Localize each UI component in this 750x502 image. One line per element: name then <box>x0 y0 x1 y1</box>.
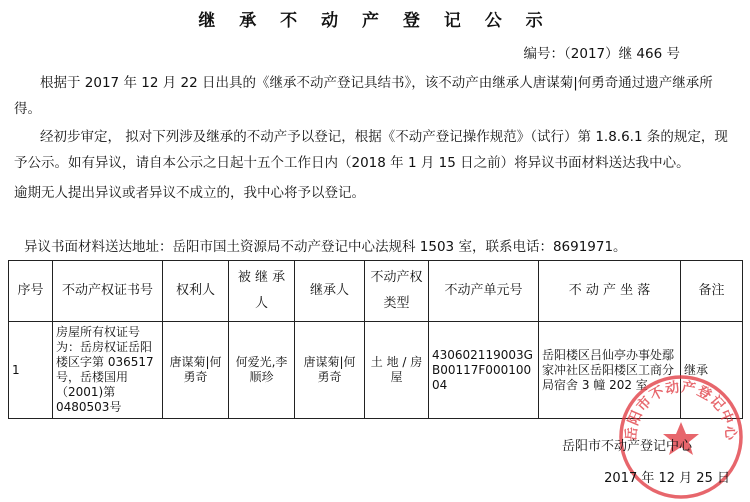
cell-certificate: 房屋所有权证号为：岳房权证岳阳楼区字第 036517号，岳楼国用（2001)第 0480503号 <box>53 322 163 419</box>
header-location: 不 动 产 坐 落 <box>539 261 681 322</box>
document-number: 编号：（2017）继 466 号 <box>523 46 680 62</box>
header-remark: 备注 <box>681 261 743 322</box>
header-certificate: 不动产权证书号 <box>53 261 163 322</box>
cell-index: 1 <box>9 322 53 419</box>
cell-right-type: 土 地 / 房屋 <box>365 322 429 419</box>
paragraph-review-notice: 经初步审定， 拟对下列涉及继承的不动产予以登记，根据《不动产登记操作规范》（试行）第 1.8.6.1 条的规定，现予公示。如有异议，请自本公示之日起十五个工作日内（2018 年 1 月 15 日之前）将异议书面材料送达我中心。 <box>14 129 728 171</box>
table-header-row <box>9 261 743 322</box>
notice-title: 继 承 不 动 产 登 记 公 示 <box>198 11 552 31</box>
header-right-type: 不动产权类型 <box>365 261 429 322</box>
paragraph-objection-address: 异议书面材料送达地址：岳阳市国土资源局不动产登记中心法规科 1503 室，联系电话：8691971。 <box>24 239 627 255</box>
cell-unit-number: 430602119003GB00117F00010004 <box>429 322 539 419</box>
header-heir: 继承人 <box>295 261 365 322</box>
cell-deceased: 何爱光,李顺珍 <box>229 322 295 419</box>
cell-location: 岳阳楼区吕仙亭办事处鄢家冲社区岳阳楼区工商分局宿舍 3 幢 202 室 <box>539 322 681 419</box>
svg-text:岳阳市不动产登记中心: 岳阳市不动产登记中心 <box>623 379 739 442</box>
header-index: 序号 <box>9 261 53 322</box>
signature-issuer: 岳阳市不动产登记中心 <box>561 439 692 454</box>
header-deceased: 被 继 承 人 <box>229 261 295 322</box>
cell-heir: 唐谋菊|何勇奇 <box>295 322 365 419</box>
paragraph-inheritance-basis: 根据于 2017 年 12 月 22 日出具的《继承不动产登记具结书》，该不动产由继承人唐谋菊|何勇奇通过遗产继承所得。 <box>14 75 713 117</box>
issue-date: 2017 年 12 月 25 日 <box>604 471 730 486</box>
paragraph-no-objection: 逾期无人提出异议或者异议不成立的，我中心将予以登记。 <box>14 185 365 201</box>
cell-remark: 继承 <box>681 322 743 419</box>
header-unit-number: 不动产单元号 <box>429 261 539 322</box>
header-owner: 权利人 <box>163 261 229 322</box>
cell-owner: 唐谋菊|何勇奇 <box>163 322 229 419</box>
